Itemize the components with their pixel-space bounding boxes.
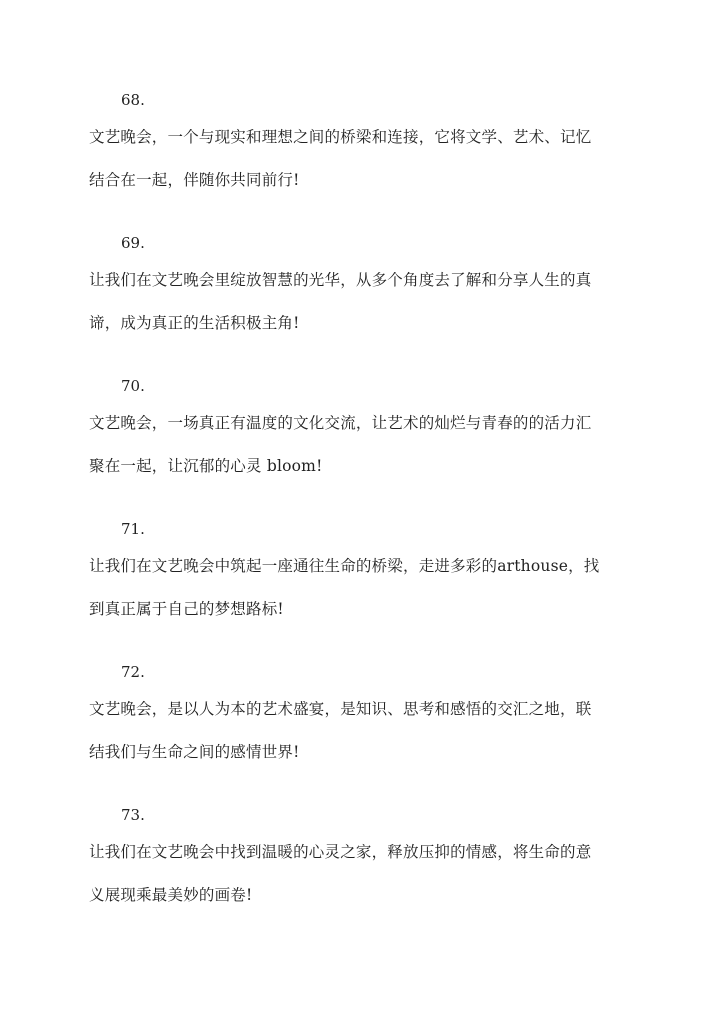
item-text-line: 让我们在文艺晚会中筑起一座通往生命的桥梁，走进多彩的arthouse，找 [89, 557, 600, 575]
item-number: 70. [121, 377, 145, 395]
item-text-line: 文艺晚会，是以人为本的艺术盛宴，是知识、思考和感悟的交汇之地，联 [89, 700, 592, 718]
item-text-line: 文艺晚会，一场真正有温度的文化交流，让艺术的灿烂与青春的的活力汇 [89, 414, 592, 432]
item-text-line: 结合在一起，伴随你共同前行! [89, 171, 300, 189]
item-text-line: 结我们与生命之间的感情世界! [89, 743, 300, 761]
item-text-line: 聚在一起，让沉郁的心灵 bloom! [89, 457, 323, 475]
item-number: 69. [121, 234, 145, 252]
item-text-line: 到真正属于自己的梦想路标! [89, 600, 284, 618]
item-number: 68. [121, 91, 145, 109]
item-number: 71. [121, 520, 145, 538]
item-text-line: 谛，成为真正的生活积极主角! [89, 314, 300, 332]
item-text-line: 义展现乘最美妙的画卷! [89, 886, 253, 904]
item-text-line: 让我们在文艺晚会里绽放智慧的光华，从多个角度去了解和分享人生的真 [89, 271, 592, 289]
item-text-line: 文艺晚会，一个与现实和理想之间的桥梁和连接，它将文学、艺术、记忆 [89, 128, 592, 146]
item-number: 72. [121, 663, 145, 681]
item-number: 73. [121, 806, 145, 824]
item-text-line: 让我们在文艺晚会中找到温暖的心灵之家，释放压抑的情感，将生命的意 [89, 843, 592, 861]
